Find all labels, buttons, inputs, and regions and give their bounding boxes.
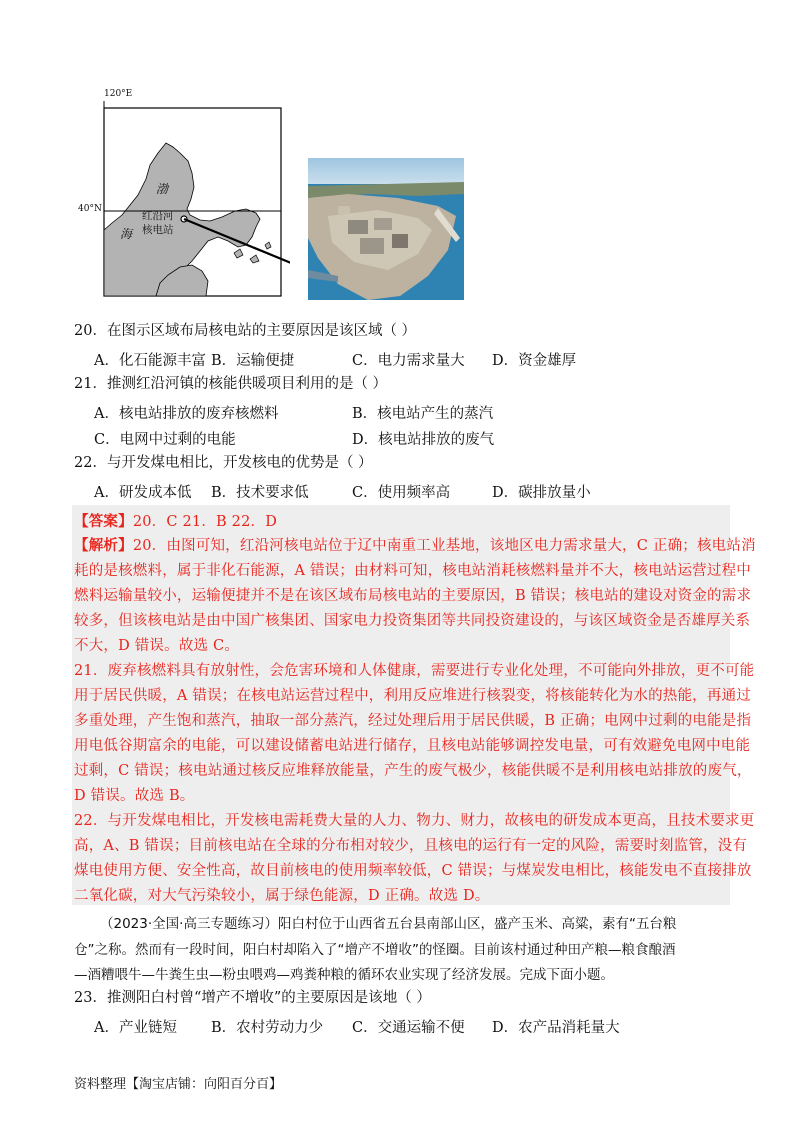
- explanation-line-12: 高，A、B 错误；目前核电站在全球的分布相对较少，且核电的运行有一定的风险，需要时刻监管，没有: [74, 838, 748, 854]
- explanation-line-9: 过剩，C 错误；核电站通过核反应堆释放能量，产生的废气极少，核能供暖不是利用核电站排放的废气，: [74, 763, 752, 779]
- map-figure: [60, 89, 290, 305]
- q22-option-b: B．技术要求低: [211, 485, 309, 501]
- q22-option-c: C．使用频率高: [352, 485, 451, 501]
- q20-option-a: A．化石能源丰富: [94, 353, 206, 369]
- answer-line: [74, 510, 277, 531]
- q23-option-b: B．农村劳动力少: [211, 1020, 324, 1036]
- explanation-line-10: D 错误。故选 B。: [74, 788, 195, 804]
- explanation-line-11: 22．与开发煤电相比，开发核电需耗费大量的人力、物力、财力，故核电的研发成本更高，且技术要求更: [74, 813, 755, 829]
- explanation-line-13: 煤电使用方便、安全性高，故目前核电的使用频率较低，C 错误；与煤炭发电相比，核能发电不直接排放: [74, 863, 752, 879]
- question-22-stem: 22．与开发煤电相比，开发核电的优势是（ ）: [74, 455, 373, 471]
- explanation-line-1: 耗的是核燃料，属于非化石能源，A 错误；由材料可知，核电站消耗核燃料量并不大，核电站运营过程中: [74, 563, 751, 579]
- explanation-line-5: 21．废弃核燃料具有放射性，会危害环境和人体健康，需要进行专业化处理，不可能向外排放，更不可能: [74, 663, 755, 679]
- passage-line-1: 仓”之称。然而有一段时间，阳白村却陷入了“增产不增收”的怪圈。目前该村通过种田产粮—粮食酿酒: [74, 942, 676, 958]
- explanation-line-3: 较多，但该核电站是由中国广核集团、国家电力投资集团等共同投资建设的，与该区域资金是否雄厚关系: [74, 613, 751, 629]
- sea-label-2: 海: [120, 227, 133, 241]
- explanation-line-0: 【解析】20．由图可知，红沿河核电站位于辽中南重工业基地，该地区电力需求量大，C 正确；核电站消: [74, 537, 756, 554]
- q23-option-c: C．交通运输不便: [352, 1020, 465, 1036]
- map-svg: [60, 95, 290, 305]
- q20-option-b: B．运输便捷: [211, 353, 295, 369]
- q20-option-c: C．电力需求量大: [352, 353, 465, 369]
- station-label-2: 核电站: [142, 224, 174, 236]
- explanation-line-6: 用于居民供暖，A 错误；在核电站运营过程中，利用反应堆进行核裂变，将核能转化为水的热能，再通过: [74, 688, 751, 704]
- question-21-stem: 21．推测红沿河镇的核能供暖项目利用的是（ ）: [74, 376, 388, 392]
- q21-option-a: A．核电站排放的废弃核燃料: [94, 406, 279, 422]
- answer-tag: 【答案】: [74, 513, 133, 530]
- page-footer: 资料整理【淘宝店铺：向阳百分百】: [74, 1077, 283, 1092]
- q23-option-a: A．产业链短: [94, 1020, 177, 1036]
- q22-option-a: A．研发成本低: [94, 485, 192, 501]
- sea-label-1: 渤: [156, 182, 169, 196]
- lon-label: 120°E: [104, 89, 133, 99]
- nuclear-station-photo: [308, 158, 464, 300]
- station-label-1: 红沿河: [142, 210, 174, 222]
- photo-svg: [308, 158, 464, 300]
- explanation-line-4: 不大，D 错误。故选 C。: [74, 638, 240, 654]
- question-23-stem: 23．推测阳白村曾“增产不增收”的主要原因是该地（ ）: [74, 990, 431, 1006]
- q20-option-d: D．资金雄厚: [492, 353, 577, 369]
- q23-option-d: D．农产品消耗量大: [492, 1020, 620, 1036]
- lat-label: 40°N: [78, 204, 102, 214]
- q21-option-d: D．核电站排放的废气: [352, 432, 495, 448]
- explanation-line-7: 多重处理，产生饱和蒸汽，抽取一部分蒸汽，经过处理后用于居民供暖，B 正确；电网中过剩的电能是指: [74, 713, 752, 729]
- answer-text: 20．C 21．B 22．D: [132, 514, 278, 530]
- explanation-line-8: 用电低谷期富余的电能，可以建设储蓄电站进行储存，且核电站能够调控发电量，可有效避免电网中电能: [74, 738, 751, 754]
- question-20-stem: 20．在图示区域布局核电站的主要原因是该区域（ ）: [74, 323, 417, 339]
- q22-option-d: D．碳排放量小: [492, 485, 591, 501]
- explanation-tag: 【解析】: [74, 537, 133, 554]
- explanation-line-2: 燃料运输量较小，运输便捷并不是在该区域布局核电站的主要原因，B 错误；核电站的建设对资金的需求: [74, 588, 752, 604]
- passage-line-0: （2023·全国·高三专题练习）阳白村位于山西省五台县南部山区，盛产玉米、高粱，素有“五台粮: [100, 916, 677, 932]
- q21-option-b: B．核电站产生的蒸汽: [352, 406, 494, 422]
- explanation-line-14: 二氧化碳，对大气污染较小，属于绿色能源，D 正确。故选 D。: [74, 888, 490, 904]
- q21-option-c: C．电网中过剩的电能: [94, 432, 236, 448]
- passage-line-2: —酒糟喂牛—牛粪生虫—粉虫喂鸡—鸡粪种粮的循环农业实现了经济发展。完成下面小题。: [74, 967, 614, 983]
